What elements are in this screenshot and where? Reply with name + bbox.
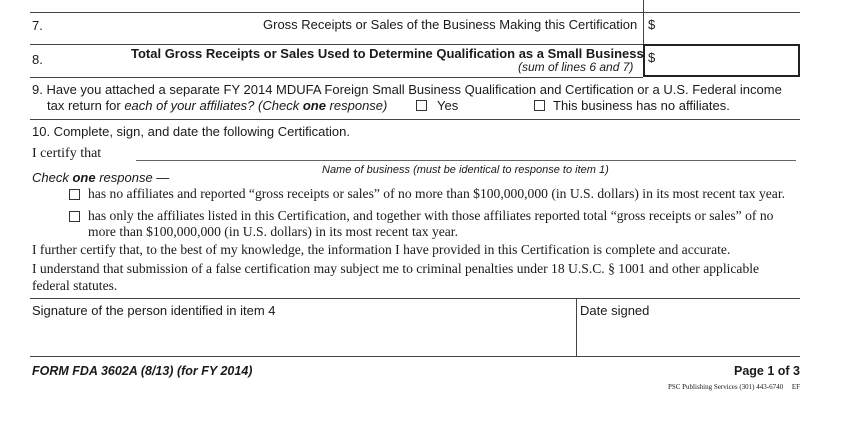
q9-line2-mid: of your affiliates? (Check <box>152 98 303 113</box>
q9-line1: 9. Have you attached a separate FY 2014 MDUFA Foreign Small Business Qualification and Certification or a U.S. Federal income <box>32 82 782 97</box>
line-7-amount-field[interactable] <box>660 13 798 41</box>
line-8-amount-box[interactable] <box>643 44 800 77</box>
q9-line2-one: one <box>302 98 326 113</box>
line-7-number: 7. <box>32 18 43 33</box>
business-name-line <box>136 160 796 161</box>
line-8-number: 8. <box>32 52 43 67</box>
line-8-label: Total Gross Receipts or Sales Used to Determine Qualification as a Small Business <box>131 46 644 61</box>
line-7-currency: $ <box>648 17 656 32</box>
date-signed-field[interactable] <box>580 320 798 354</box>
no-affiliates-checkbox[interactable] <box>69 189 80 200</box>
understand-text-2: federal statutes. <box>32 278 118 293</box>
check-prefix: Check <box>32 170 73 185</box>
listed-affiliates-checkbox[interactable] <box>69 211 80 222</box>
business-name-caption: Name of business (must be identical to response to item 1) <box>322 164 609 176</box>
line-8-currency: $ <box>648 50 656 65</box>
q9-yes-checkbox[interactable] <box>416 100 427 111</box>
form-identifier: FORM FDA 3602A (8/13) (for FY 2014) <box>32 364 253 378</box>
q9-line2 <box>47 98 387 113</box>
signature-bottom-rule <box>30 356 800 357</box>
line-8-bottom-rule <box>30 77 643 78</box>
check-suffix: response — <box>95 170 170 185</box>
line-7-label: Gross Receipts or Sales of the Business Making this Certification <box>263 17 638 32</box>
q9-yes-label: Yes <box>437 98 459 113</box>
listed-affiliates-text-2: more than $100,000,000 (in U.S. dollars) in its most recent tax year. <box>88 224 458 239</box>
q9-line2-each: each <box>124 98 153 113</box>
business-name-field[interactable] <box>136 144 796 159</box>
publisher-line <box>668 383 800 391</box>
signature-label: Signature of the person identified in item 4 <box>32 303 276 318</box>
line-8-sublabel: sum of lines 6 and 7 <box>522 60 630 74</box>
understand-text-1: I understand that submission of a false certification may subject me to criminal penalties under 18 U.S.C. § 1001 and other applicable <box>32 261 760 276</box>
signature-field[interactable] <box>30 320 574 354</box>
q9-no-affiliates-checkbox[interactable] <box>534 100 545 111</box>
further-certify-text: I further certify that, to the best of my knowledge, the information I have provided in this Certification is complete and accurate. <box>32 242 731 257</box>
q10-heading: 10. Complete, sign, and date the following Certification. <box>32 124 350 139</box>
q9-line2-pre: tax return for <box>47 98 125 113</box>
line-8-sublabel-wrap: (sum of lines 6 and 7) <box>518 60 634 74</box>
no-affiliates-text: has no affiliates and reported “gross receipts or sales” of no more than $100,000,000 (in U.S. dollars) in its most recent tax year. <box>88 186 786 201</box>
signature-top-rule <box>30 298 800 299</box>
signature-date-divider <box>576 298 577 356</box>
q9-no-affiliates-label: This business has no affiliates. <box>553 98 730 113</box>
check-one-instruction <box>32 170 169 185</box>
q9-bottom-rule <box>30 119 800 120</box>
amount-column-divider <box>643 0 644 44</box>
publisher-text: PSC Publishing Services (301) 443-6740 <box>667 383 784 391</box>
q9-line2-post: response) <box>325 98 388 113</box>
certify-prefix: I certify that <box>32 146 102 161</box>
ef-mark: EF <box>791 383 800 391</box>
check-one: one <box>72 170 96 185</box>
date-signed-label: Date signed <box>580 303 650 318</box>
listed-affiliates-text-1: has only the affiliates listed in this Certification, and together with those affiliates reported total “gross receipts or sales” of no <box>88 208 774 223</box>
page-number: Page 1 of 3 <box>734 364 800 378</box>
